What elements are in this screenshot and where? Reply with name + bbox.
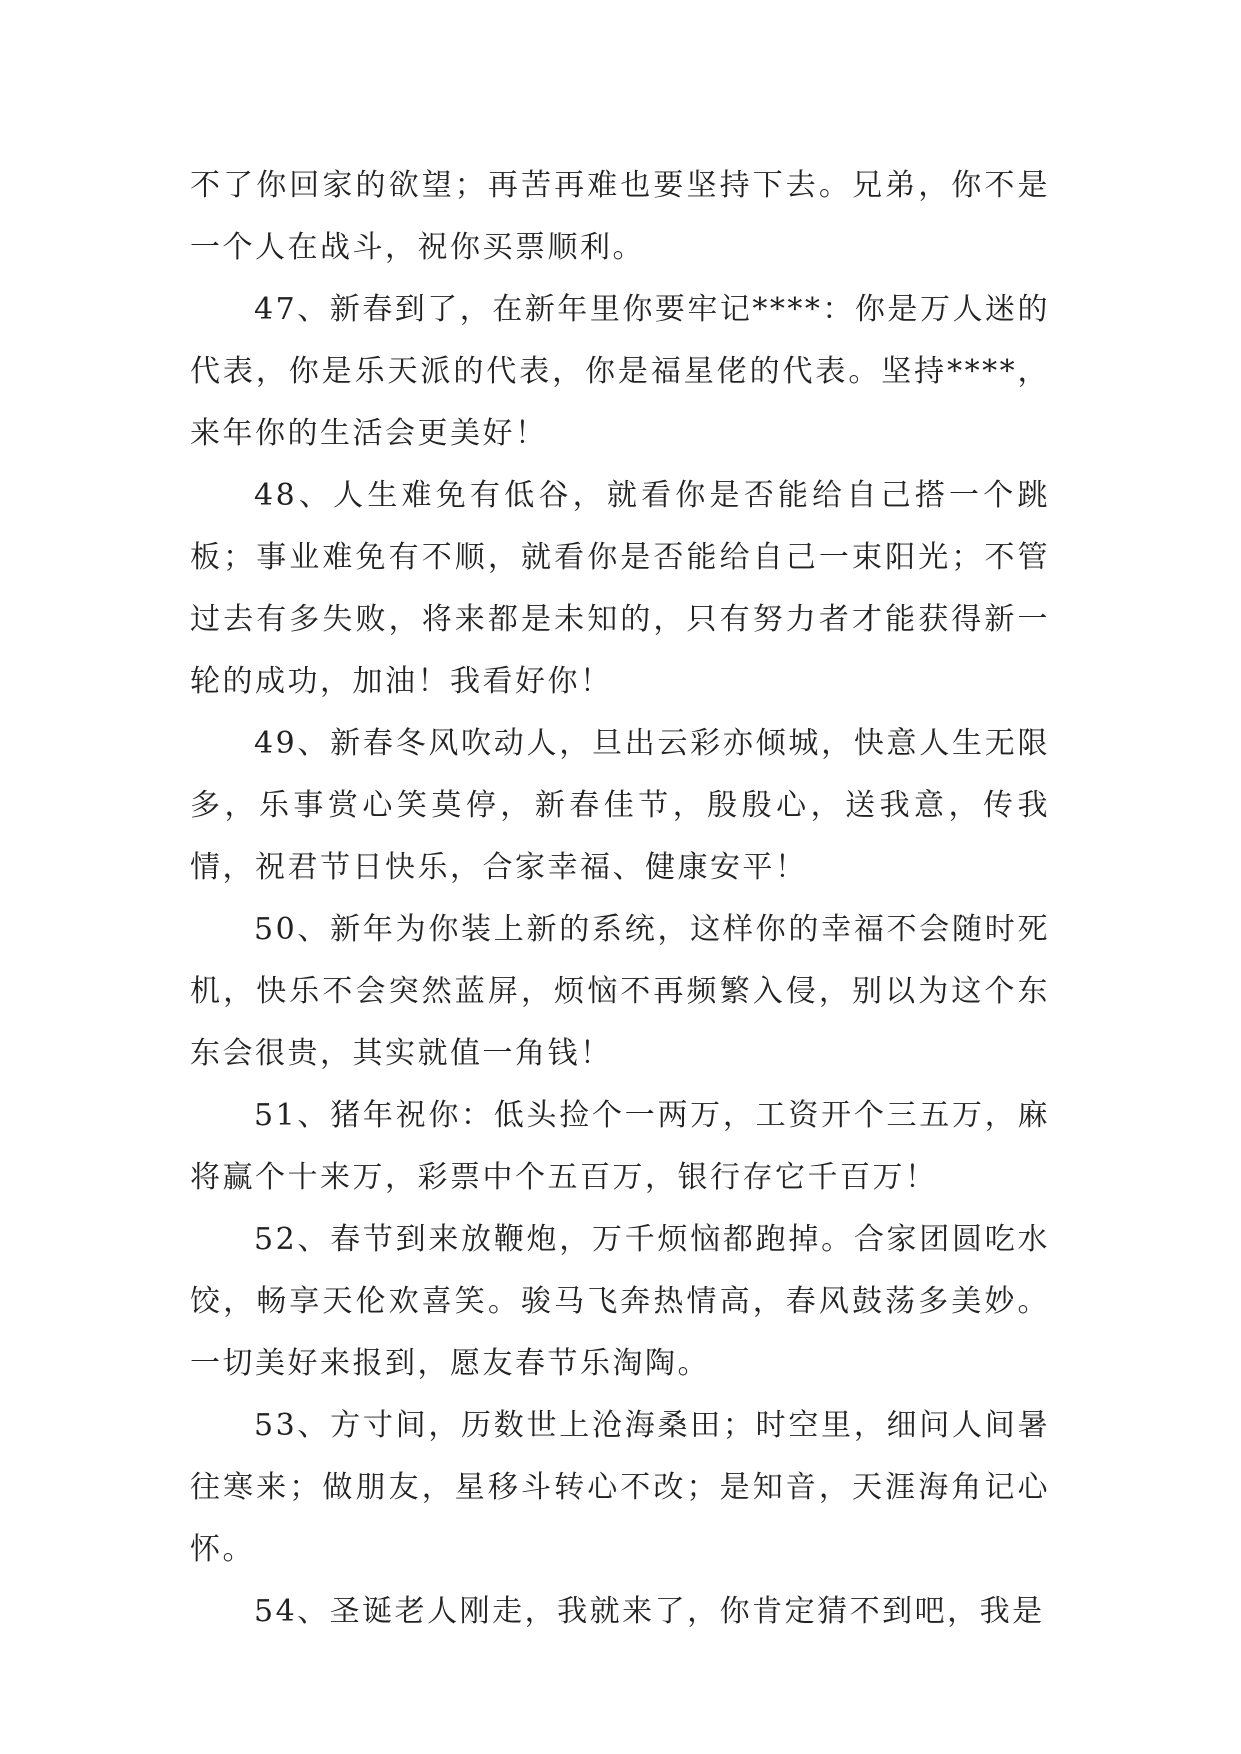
paragraph-48: 48、人生难免有低谷，就看你是否能给自己搭一个跳板；事业难免有不顺，就看你是否能给自己一束阳光；不管过去有多失败，将来都是未知的，只有努力者才能获得新一轮的成功，加油！我看好你！ xyxy=(190,478,1050,699)
paragraph-50: 50、新年为你装上新的系统，这样你的幸福不会随时死机，快乐不会突然蓝屏，烦恼不再频繁入侵，别以为这个东东会很贵，其实就值一角钱！ xyxy=(190,912,1050,1071)
paragraph-53: 53、方寸间，历数世上沧海桑田；时空里，细问人间暑往寒来；做朋友，星移斗转心不改；是知音，天涯海角记心怀。 xyxy=(190,1408,1050,1567)
paragraph-continuation: 不了你回家的欲望；再苦再难也要坚持下去。兄弟，你不是一个人在战斗，祝你买票顺利。 xyxy=(190,168,1050,265)
paragraph-49: 49、新春冬风吹动人，旦出云彩亦倾城，快意人生无限多，乐事赏心笑莫停，新春佳节，殷殷心，送我意，传我情，祝君节日快乐，合家幸福、健康安平！ xyxy=(190,726,1050,885)
paragraph-52: 52、春节到来放鞭炮，万千烦恼都跑掉。合家团圆吃水饺，畅享天伦欢喜笑。骏马飞奔热情高，春风鼓荡多美妙。一切美好来报到，愿友春节乐淘陶。 xyxy=(190,1222,1050,1381)
document-body xyxy=(190,155,1050,1643)
paragraph-47: 47、新春到了，在新年里你要牢记****：你是万人迷的代表，你是乐天派的代表，你是福星佬的代表。坚持****，来年你的生活会更美好！ xyxy=(190,292,1050,451)
paragraph-54: 54、圣诞老人刚走，我就来了，你肯定猜不到吧，我是 xyxy=(254,1594,1045,1629)
paragraph-51: 51、猪年祝你：低头捡个一两万，工资开个三五万，麻将赢个十来万，彩票中个五百万，银行存它千百万！ xyxy=(190,1098,1050,1195)
